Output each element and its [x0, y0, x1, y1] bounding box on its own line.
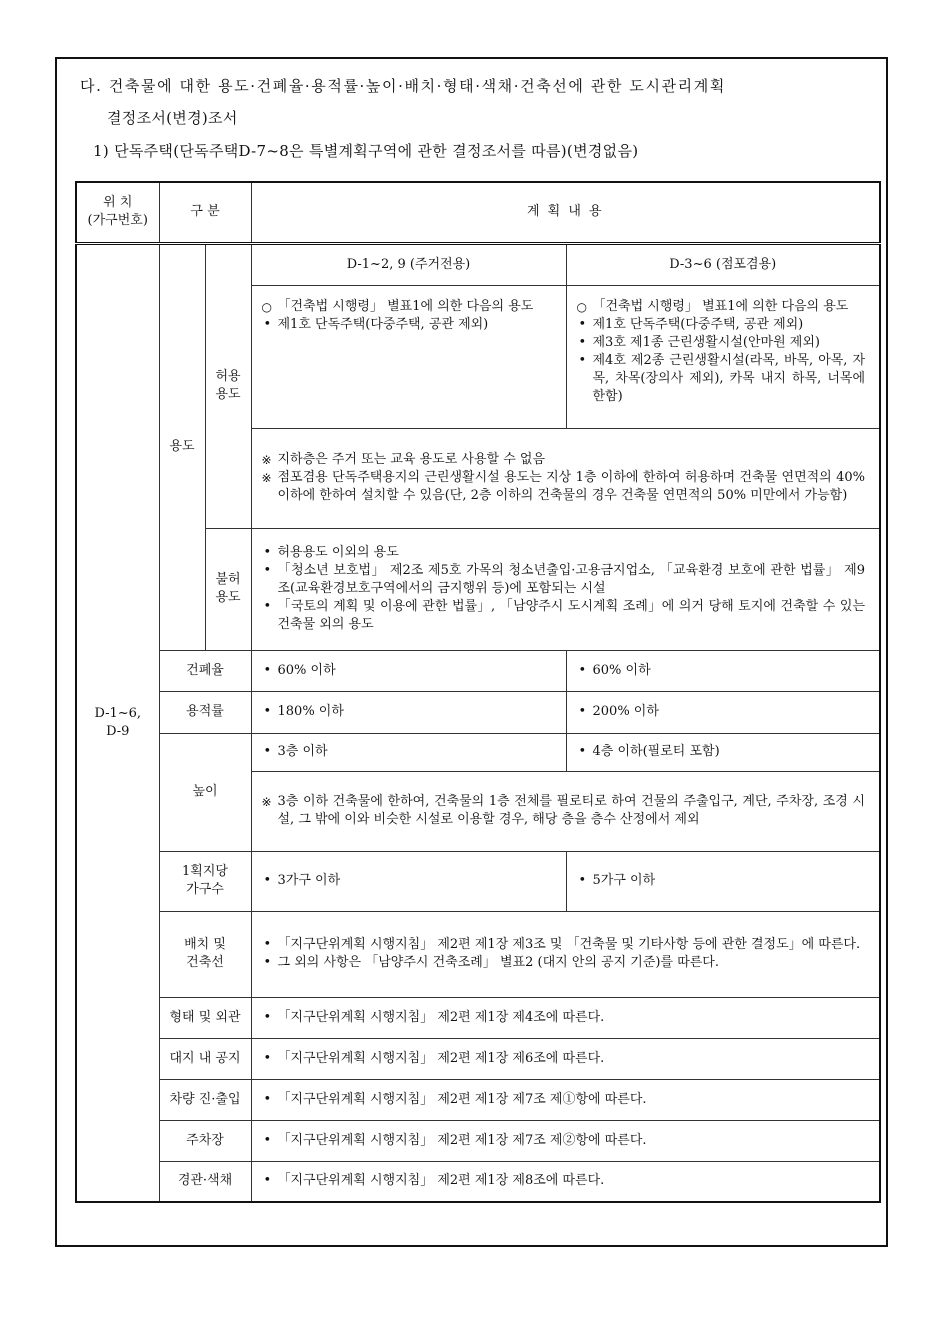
- open-space-label: 대지 내 공지: [159, 1038, 251, 1079]
- landscape-row: [76, 1161, 880, 1202]
- prohibited-use-content: • 허용용도 이외의 용도 • 「청소년 보호법」 제2조 제5호 가목의 청소년출입·고용금지업소, 「교육환경 보호에 관한 법률」 제9조(교육환경보호구역에서의 금지행위 등)에 포함되는 시설 • 「국토의 계획 및 이용에 관한 법률」, 「남양주시 도시계획 조례」에 의거 당해 토지에 건축할 수 있는 건축물 외의 용도: [251, 528, 880, 650]
- landscape-content: • 「지구단위계획 시행지침」 제2편 제1장 제8조에 따른다.: [251, 1161, 880, 1202]
- allowed-use-label: 허용 용도: [205, 243, 251, 528]
- header-content: 계 획 내 용: [251, 182, 880, 243]
- header-division: 구 분: [159, 182, 251, 243]
- layout-label: 배치 및 건축선: [159, 911, 251, 997]
- vehicle-label: 차량 진·출입: [159, 1079, 251, 1120]
- zone-store: D-3~6 (점포겸용): [566, 243, 880, 285]
- parking-label: 주차장: [159, 1120, 251, 1161]
- vehicle-content: • 「지구단위계획 시행지침」 제2편 제1장 제7조 제①항에 따른다.: [251, 1079, 880, 1120]
- open-space-row: [76, 1038, 880, 1079]
- vehicle-row: [76, 1079, 880, 1120]
- layout-row: [76, 911, 880, 997]
- subsection-heading: 1) 단독주택(단독주택D-7~8은 특별계획구역에 관한 결정조서를 따름)(변경없음): [93, 142, 639, 160]
- households-label: 1획지당 가구수: [159, 851, 251, 911]
- height-store: • 4층 이하(필로티 포함): [566, 733, 880, 771]
- parking-content: • 「지구단위계획 시행지침」 제2편 제1장 제7조 제②항에 따른다.: [251, 1120, 880, 1161]
- far-store: • 200% 이하: [566, 691, 880, 733]
- location-cell: D-1~6, D-9: [76, 243, 159, 1202]
- prohibited-use-label: 불허 용도: [205, 528, 251, 650]
- header-location: 위 치 (가구번호): [76, 182, 159, 243]
- decision-table: [75, 181, 881, 1203]
- coverage-store: • 60% 이하: [566, 650, 880, 691]
- height-note: ※ 3층 이하 건축물에 한하여, 건축물의 1층 전체를 필로티로 하여 건물의 주출입구, 계단, 주차장, 조경 시설, 그 밖에 이와 비슷한 시설로 이용할 경우, 해당 층을 층수 산정에서 제외: [251, 771, 880, 851]
- parking-row: [76, 1120, 880, 1161]
- households-row: [76, 851, 880, 911]
- zone-residential: D-1~2, 9 (주거전용): [251, 243, 566, 285]
- section-heading: 다. 건축물에 대한 용도·건폐율·용적률·높이·배치·형태·색채·건축선에 관한 도시관리계획: [80, 77, 726, 95]
- zone-row: [76, 243, 880, 285]
- open-space-content: • 「지구단위계획 시행지침」 제2편 제1장 제6조에 따른다.: [251, 1038, 880, 1079]
- height-label: 높이: [159, 733, 251, 851]
- coverage-label: 건폐율: [159, 650, 251, 691]
- form-row: [76, 997, 880, 1038]
- section-heading-continued: 결정조서(변경)조서: [107, 109, 238, 127]
- allowed-notes: ※ 지하층은 주거 또는 교육 용도로 사용할 수 없음 ※ 점포겸용 단독주택용지의 근린생활시설 용도는 지상 1층 이하에 한하여 허용하며 건축물 연면적의 40% 이하에 한하여 설치할 수 있음(단, 2층 이하의 건축물의 경우 건축물 연면적의 50% 미만에서 가능함): [251, 428, 880, 528]
- coverage-residential: • 60% 이하: [251, 650, 566, 691]
- allowed-residential: ○ 「건축법 시행령」 별표1에 의한 다음의 용도 • 제1호 단독주택(다중주택, 공관 제외): [251, 285, 566, 428]
- households-store: • 5가구 이하: [566, 851, 880, 911]
- coverage-row: [76, 650, 880, 691]
- allowed-store: ○ 「건축법 시행령」 별표1에 의한 다음의 용도 • 제1호 단독주택(다중주택, 공관 제외) • 제3호 제1종 근린생활시설(안마원 제외) • 제4호 제2종 근린생활시설(라목, 바목, 아목, 자목, 차목(장의사 제외), 카목 내지 하목, 너목에 한함): [566, 285, 880, 428]
- landscape-label: 경관·색채: [159, 1161, 251, 1202]
- height-row: [76, 733, 880, 771]
- layout-content: • 「지구단위계획 시행지침」 제2편 제1장 제3조 및 「건축물 및 기타사항 등에 관한 결정도」에 따른다. • 그 외의 사항은 「남양주시 건축조례」 별표2 (대지 안의 공지 기준)를 따른다.: [251, 911, 880, 997]
- far-label: 용적률: [159, 691, 251, 733]
- form-content: • 「지구단위계획 시행지침」 제2편 제1장 제4조에 따른다.: [251, 997, 880, 1038]
- far-row: [76, 691, 880, 733]
- use-label: 용도: [159, 243, 205, 650]
- form-label: 형태 및 외관: [159, 997, 251, 1038]
- households-residential: • 3가구 이하: [251, 851, 566, 911]
- height-residential: • 3층 이하: [251, 733, 566, 771]
- table-header-row: [76, 182, 880, 243]
- far-residential: • 180% 이하: [251, 691, 566, 733]
